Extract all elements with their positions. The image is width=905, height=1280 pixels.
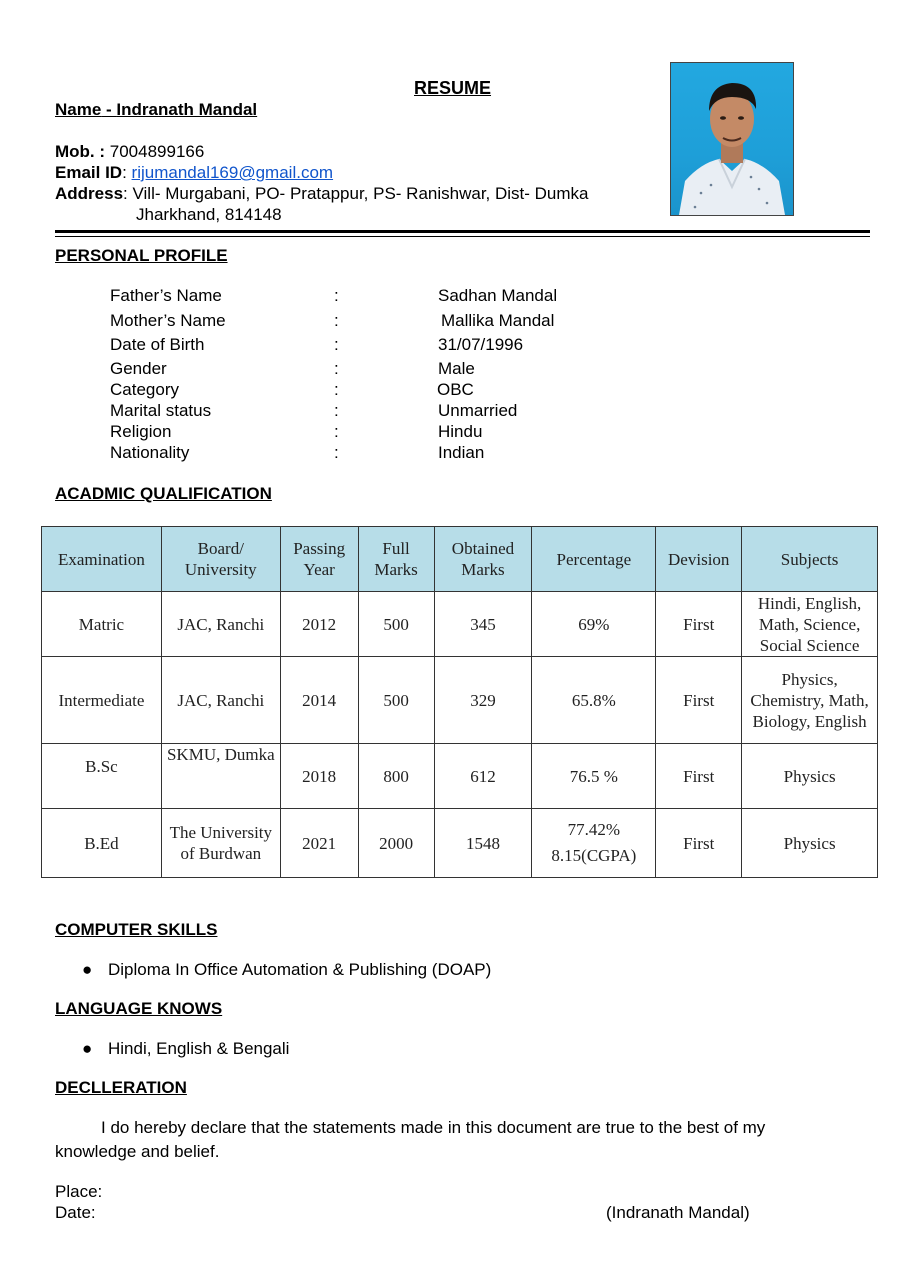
languages-heading: LANGUAGE KNOWS xyxy=(55,999,223,1018)
profile-label: Category xyxy=(110,380,179,399)
obtained-marks-cell: 345 xyxy=(434,592,532,657)
subjects-cell: Physics, Chemistry, Math, Biology, English xyxy=(742,657,878,744)
header-divider xyxy=(55,230,870,233)
profile-value: Unmarried xyxy=(438,401,518,420)
declaration-text: I do hereby declare that the statements made in this document are true to the best of my knowledge and belief. xyxy=(55,1118,766,1161)
percentage-cell: 65.8% xyxy=(532,657,656,744)
profile-label: Nationality xyxy=(110,443,190,462)
division-cell: First xyxy=(656,657,742,744)
board-cell: JAC, Ranchi xyxy=(161,592,280,657)
column-header: Examination xyxy=(42,527,162,592)
division-cell: First xyxy=(656,744,742,809)
profile-colon: : xyxy=(334,335,339,354)
profile-label: Date of Birth xyxy=(110,335,205,354)
profile-colon: : xyxy=(334,380,339,399)
board-cell: The University of Burdwan xyxy=(161,809,280,878)
table-row xyxy=(42,592,878,657)
email-line: Email ID: rijumandal169@gmail.com xyxy=(55,163,334,182)
declaration-text-block xyxy=(55,1116,845,1164)
academic-heading: ACADMIC QUALIFICATION xyxy=(55,484,272,503)
name-line xyxy=(55,100,257,120)
profile-colon: : xyxy=(334,422,339,441)
personal-profile-heading: PERSONAL PROFILE xyxy=(55,246,228,265)
exam-cell: B.Sc xyxy=(42,744,162,809)
column-header: Passing Year xyxy=(280,527,358,592)
profile-value: Mallika Mandal xyxy=(441,311,555,330)
profile-value: OBC xyxy=(437,380,474,399)
subjects-cell: Hindi, English, Math, Science, Social Science xyxy=(742,592,878,657)
percentage-cell: 77.42% 8.15(CGPA) xyxy=(532,809,656,878)
table-row xyxy=(42,809,878,878)
year-cell: 2021 xyxy=(280,809,358,878)
profile-colon: : xyxy=(334,286,339,305)
profile-value: Hindu xyxy=(438,422,483,441)
column-header: Full Marks xyxy=(358,527,434,592)
address-line-2: Jharkhand, 814148 xyxy=(136,205,282,224)
list-item xyxy=(82,960,491,980)
email-link[interactable]: rijumandal169@gmail.com xyxy=(131,163,334,182)
profile-label: Marital status xyxy=(110,401,212,420)
qualification-table xyxy=(41,526,878,878)
list-item xyxy=(82,1039,289,1059)
division-cell: First xyxy=(656,809,742,878)
mobile-value: 7004899166 xyxy=(105,142,205,161)
obtained-marks-cell: 329 xyxy=(434,657,532,744)
address-label: Address xyxy=(55,184,124,203)
table-row xyxy=(42,657,878,744)
division-cell: First xyxy=(656,592,742,657)
column-header: Percentage xyxy=(532,527,656,592)
skill-text: Diploma In Office Automation & Publishing (DOAP) xyxy=(108,960,492,979)
profile-colon: : xyxy=(334,359,339,378)
profile-label: Father’s Name xyxy=(110,286,222,305)
declaration-heading: DECLLERATION xyxy=(55,1078,187,1097)
profile-colon: : xyxy=(334,401,339,420)
column-header: Obtained Marks xyxy=(434,527,532,592)
year-cell: 2012 xyxy=(280,592,358,657)
profile-label: Mother’s Name xyxy=(110,311,226,330)
resume-title: RESUME xyxy=(414,78,492,98)
profile-photo xyxy=(670,62,794,216)
full-marks-cell: 2000 xyxy=(358,809,434,878)
language-text: Hindi, English & Bengali xyxy=(108,1039,290,1058)
bullet-icon: ● xyxy=(82,960,93,979)
subjects-cell: Physics xyxy=(742,809,878,878)
profile-label: Religion xyxy=(110,422,172,441)
name-separator: - xyxy=(101,100,117,119)
profile-colon: : xyxy=(334,443,339,462)
profile-value: Indian xyxy=(438,443,485,462)
mobile-label: Mob. : xyxy=(55,142,106,161)
exam-cell: B.Ed xyxy=(42,809,162,878)
email-label: Email ID xyxy=(55,163,123,182)
column-header: Devision xyxy=(656,527,742,592)
signature-name: (Indranath Mandal) xyxy=(606,1203,750,1222)
exam-cell: Intermediate xyxy=(42,657,162,744)
header-divider-thin xyxy=(55,236,870,237)
bullet-icon: ● xyxy=(82,1039,93,1058)
table-header-row xyxy=(42,527,878,592)
year-cell: 2014 xyxy=(280,657,358,744)
place-label: Place: xyxy=(55,1182,103,1201)
full-marks-cell: 500 xyxy=(358,592,434,657)
board-cell: SKMU, Dumka xyxy=(161,744,280,809)
column-header: Board/ University xyxy=(161,527,280,592)
board-cell: JAC, Ranchi xyxy=(161,657,280,744)
obtained-marks-cell: 612 xyxy=(434,744,532,809)
obtained-marks-cell: 1548 xyxy=(434,809,532,878)
computer-skills-heading: COMPUTER SKILLS xyxy=(55,920,218,939)
percentage-cell: 76.5 % xyxy=(532,744,656,809)
table-row xyxy=(42,744,878,809)
column-header: Subjects xyxy=(742,527,878,592)
profile-label: Gender xyxy=(110,359,167,378)
person-silhouette-icon xyxy=(671,63,793,215)
address-line-1: : Vill- Murgabani, PO- Pratappur, PS- Ranishwar, Dist- Dumka xyxy=(123,184,589,203)
candidate-name: Indranath Mandal xyxy=(116,100,258,119)
full-marks-cell: 800 xyxy=(358,744,434,809)
percentage-cell: 69% xyxy=(532,592,656,657)
profile-value: 31/07/1996 xyxy=(438,335,524,354)
mobile-line xyxy=(55,142,204,162)
exam-cell: Matric xyxy=(42,592,162,657)
profile-value: Male xyxy=(438,359,475,378)
profile-value: Sadhan Mandal xyxy=(438,286,558,305)
address-line xyxy=(55,184,589,204)
date-label: Date: xyxy=(55,1203,96,1222)
full-marks-cell: 500 xyxy=(358,657,434,744)
profile-colon: : xyxy=(334,311,339,330)
year-cell: 2018 xyxy=(280,744,358,809)
name-label: Name xyxy=(55,100,102,119)
subjects-cell: Physics xyxy=(742,744,878,809)
